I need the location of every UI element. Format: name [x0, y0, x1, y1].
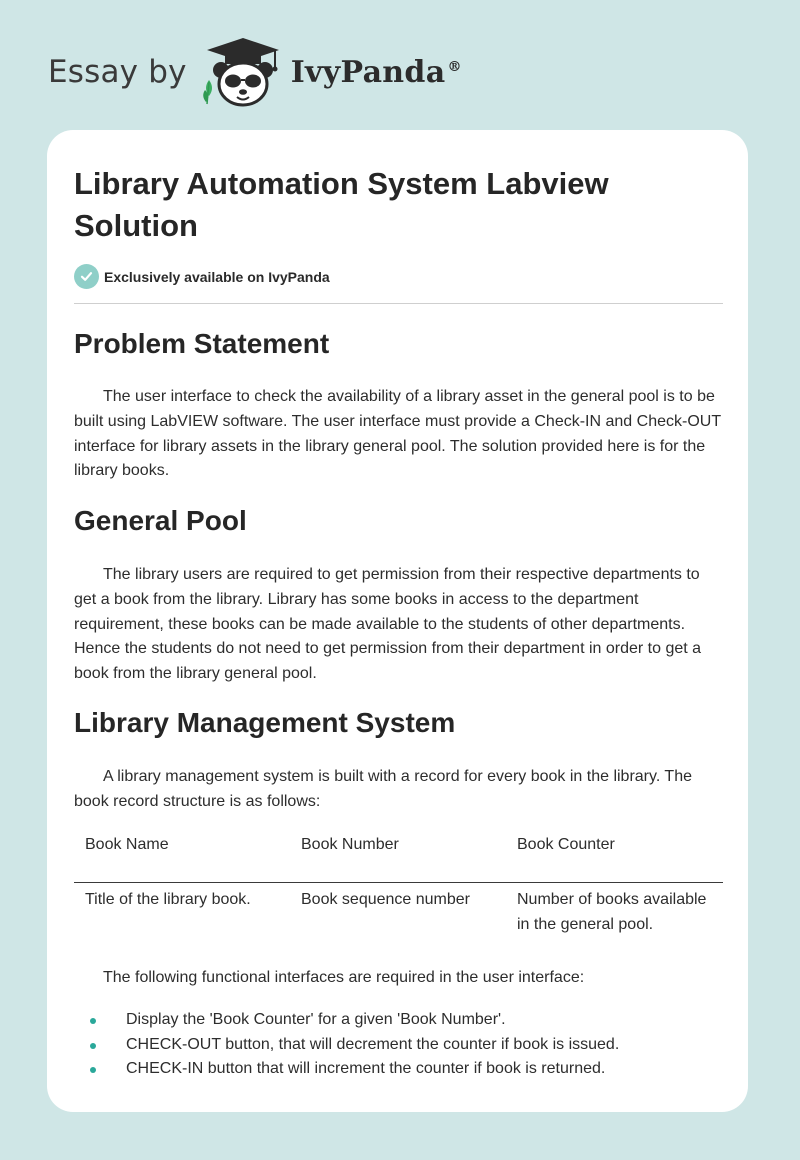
table-cell: Book sequence number [301, 891, 470, 908]
list-item [74, 1057, 619, 1082]
section-heading-library-management: Library Management System [74, 707, 456, 738]
section-heading-problem-statement: Problem Statement [74, 328, 330, 359]
interfaces-list [74, 1008, 619, 1082]
bullet-icon [90, 1043, 96, 1049]
brand-text: IvyPanda [290, 54, 446, 90]
table-cell: Number of books available in the general pool. [517, 891, 707, 933]
table-row [74, 883, 723, 938]
section-paragraph-library-management: A library management system is built with a record for every book in the library. The book record structure is as follows: [74, 768, 692, 810]
brand-name[interactable] [291, 55, 462, 90]
exclusive-badge [74, 264, 330, 289]
title-divider [74, 303, 723, 304]
table-header-cell: Book Name [74, 826, 290, 883]
table-header-row [74, 826, 723, 883]
bullet-icon [90, 1018, 96, 1024]
book-record-table [74, 826, 723, 937]
section-paragraph-problem-statement: The user interface to check the availability of a library asset in the general pool is to be built using LabVIEW software. The user interface must provide a Check-IN and Check-OUT interface for library assets in the library general pool. The solution provided here is for the library books. [74, 388, 721, 480]
table-cell: Title of the library book. [85, 891, 251, 908]
essay-card [47, 130, 748, 1112]
section-paragraph-general-pool: The library users are required to get permission from their respective departments to get a book from the library. Library has some books in access to the department requirement, these books can be made available to the students of other departments. Hence the students do not need to get permission from their department in order to get a book from the library general pool. [74, 566, 702, 683]
list-item [74, 1033, 619, 1058]
check-circle-icon [74, 264, 99, 289]
section-heading-general-pool: General Pool [74, 505, 247, 536]
list-item [74, 1008, 619, 1033]
exclusive-badge-label: Exclusively available on IvyPanda [104, 268, 330, 285]
table-header-cell: Book Number [290, 826, 506, 883]
ivypanda-logo-icon[interactable] [201, 36, 285, 108]
site-header [48, 36, 462, 108]
essay-by-label: Essay by [48, 54, 187, 90]
bullet-icon [90, 1067, 96, 1073]
page-title: Library Automation System Labview Solution [74, 166, 609, 243]
table-header-cell: Book Counter [506, 826, 723, 883]
list-item-text: CHECK-IN button that will increment the counter if book is returned. [126, 1060, 606, 1078]
registered-mark: ® [447, 58, 462, 75]
list-item-text: CHECK-OUT button, that will decrement the counter if book is issued. [126, 1035, 620, 1053]
interfaces-intro: The following functional interfaces are required in the user interface: [103, 969, 585, 986]
list-item-text: Display the 'Book Counter' for a given 'Book Number'. [126, 1011, 506, 1028]
